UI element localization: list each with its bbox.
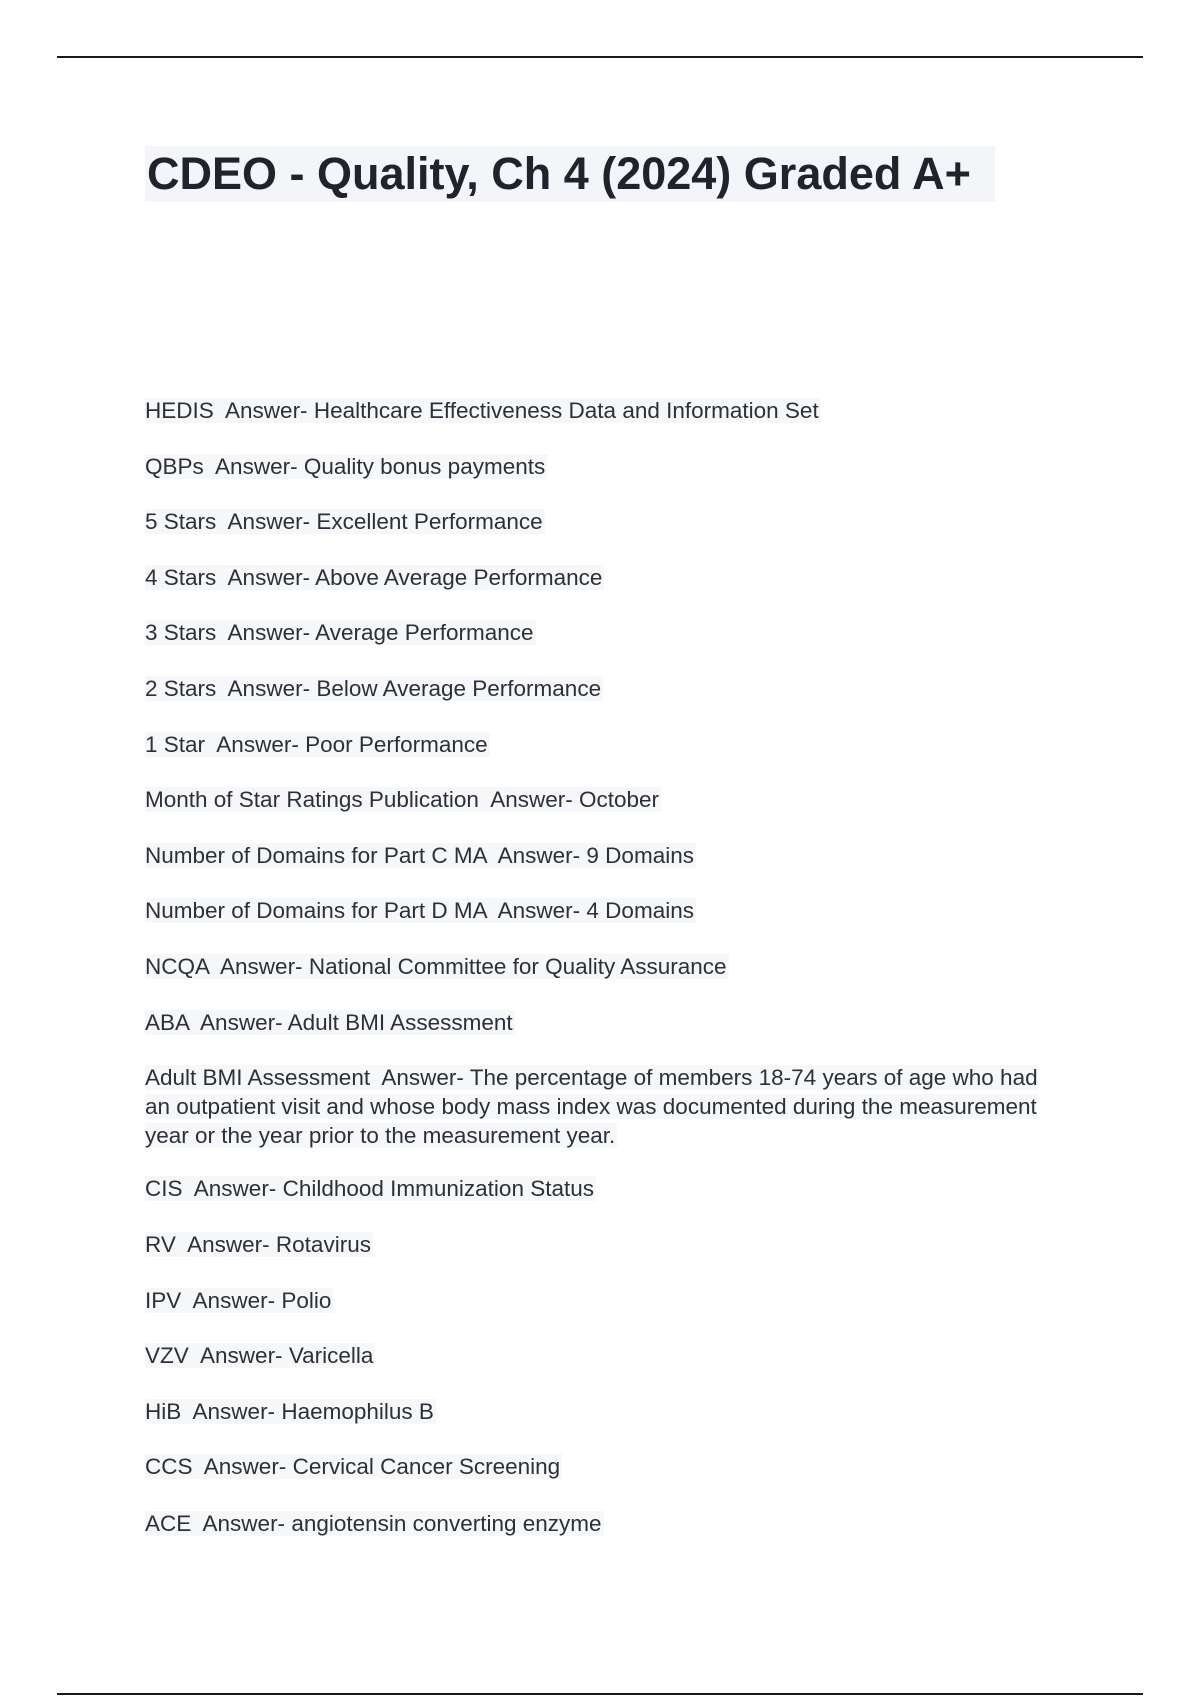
answer-prefix: Answer-	[220, 954, 303, 979]
answer-prefix: Answer-	[215, 454, 298, 479]
entry-hedis	[145, 396, 821, 425]
entry-term: 2 Stars	[145, 676, 217, 701]
entry-term: VZV	[145, 1343, 189, 1368]
entry-star-ratings-month	[145, 785, 661, 814]
entry-answer: angiotensin converting enzyme	[291, 1511, 602, 1536]
entry-ipv	[145, 1286, 333, 1315]
entry-1-star	[145, 730, 490, 759]
entry-term: ABA	[145, 1010, 189, 1035]
answer-prefix: Answer-	[227, 509, 311, 534]
entry-term: QBPs	[145, 454, 204, 479]
entry-2-stars	[145, 674, 603, 703]
entry-answer: Childhood Immunization Status	[282, 1176, 594, 1201]
entry-answer: Quality bonus payments	[303, 454, 546, 479]
entry-answer: National Committee for Quality Assurance	[308, 954, 727, 979]
entry-term: HiB	[145, 1399, 182, 1424]
entry-hib	[145, 1397, 436, 1426]
entry-adult-bmi-assessment	[145, 1063, 1050, 1150]
entry-answer: 9 Domains	[586, 843, 694, 868]
answer-prefix: Answer-	[225, 398, 308, 423]
entry-term: 3 Stars	[145, 620, 217, 645]
entry-vzv	[145, 1341, 375, 1370]
answer-prefix: Answer-	[202, 1511, 286, 1536]
answer-prefix: Answer-	[497, 843, 581, 868]
entry-answer: Below Average Performance	[316, 676, 602, 701]
answer-prefix: Answer-	[227, 676, 311, 701]
top-rule	[57, 56, 1143, 58]
entry-term: CIS	[145, 1176, 183, 1201]
entry-qbps	[145, 452, 547, 481]
entry-answer: Polio	[281, 1288, 332, 1313]
entry-term: 5 Stars	[145, 509, 217, 534]
answer-prefix: Answer-	[187, 1232, 270, 1257]
entry-ccs	[145, 1452, 562, 1481]
entry-answer: Excellent Performance	[316, 509, 543, 534]
entry-cis	[145, 1174, 596, 1203]
entry-answer: The percentage of members 18-74 years of age who had an outpatient visit and whose body mass index was documented during the measurement year or the year prior to the measurement year.	[145, 1065, 1038, 1148]
entry-answer: Varicella	[288, 1343, 374, 1368]
answer-prefix: Answer-	[227, 620, 311, 645]
entry-term: Number of Domains for Part C MA	[145, 843, 487, 868]
entry-4-stars	[145, 563, 604, 592]
entry-rv	[145, 1230, 373, 1259]
answer-prefix: Answer-	[200, 1343, 283, 1368]
entry-answer: Haemophilus B	[281, 1399, 434, 1424]
entry-term: NCQA	[145, 954, 209, 979]
entry-part-c-domains	[145, 841, 696, 870]
entry-term: CCS	[145, 1454, 193, 1479]
entry-answer: Average Performance	[315, 620, 534, 645]
entry-term: IPV	[145, 1288, 182, 1313]
answer-prefix: Answer-	[490, 787, 573, 812]
entry-answer: Poor Performance	[305, 732, 488, 757]
entry-term: Month of Star Ratings Publication	[145, 787, 479, 812]
entry-part-d-domains	[145, 896, 696, 925]
entry-ncqa	[145, 952, 729, 981]
entry-term: 1 Star	[145, 732, 206, 757]
entry-answer: Adult BMI Assessment	[287, 1010, 513, 1035]
answer-prefix: Answer-	[200, 1010, 283, 1035]
entry-answer: Above Average Performance	[315, 565, 603, 590]
answer-prefix: Answer-	[192, 1288, 276, 1313]
page-title: CDEO - Quality, Ch 4 (2024) Graded A+	[145, 146, 995, 202]
entry-3-stars	[145, 618, 536, 647]
answer-prefix: Answer-	[227, 565, 311, 590]
entry-term: RV	[145, 1232, 176, 1257]
entry-term: Adult BMI Assessment	[145, 1065, 371, 1090]
entry-answer: October	[579, 787, 660, 812]
entry-answer: 4 Domains	[586, 898, 694, 923]
entry-term: ACE	[145, 1511, 192, 1536]
answer-prefix: Answer-	[381, 1065, 464, 1090]
answer-prefix: Answer-	[216, 732, 299, 757]
entry-answer: Rotavirus	[275, 1232, 371, 1257]
entry-term: 4 Stars	[145, 565, 217, 590]
answer-prefix: Answer-	[203, 1454, 287, 1479]
entry-5-stars	[145, 507, 545, 536]
entry-term: HEDIS	[145, 398, 214, 423]
entry-ace	[145, 1509, 604, 1538]
answer-prefix: Answer-	[193, 1176, 277, 1201]
entry-term: Number of Domains for Part D MA	[145, 898, 487, 923]
entry-answer: Cervical Cancer Screening	[292, 1454, 561, 1479]
answer-prefix: Answer-	[497, 898, 581, 923]
entry-answer: Healthcare Effectiveness Data and Information Set	[313, 398, 819, 423]
entry-aba	[145, 1008, 515, 1037]
bottom-rule	[57, 1693, 1143, 1695]
answer-prefix: Answer-	[192, 1399, 276, 1424]
